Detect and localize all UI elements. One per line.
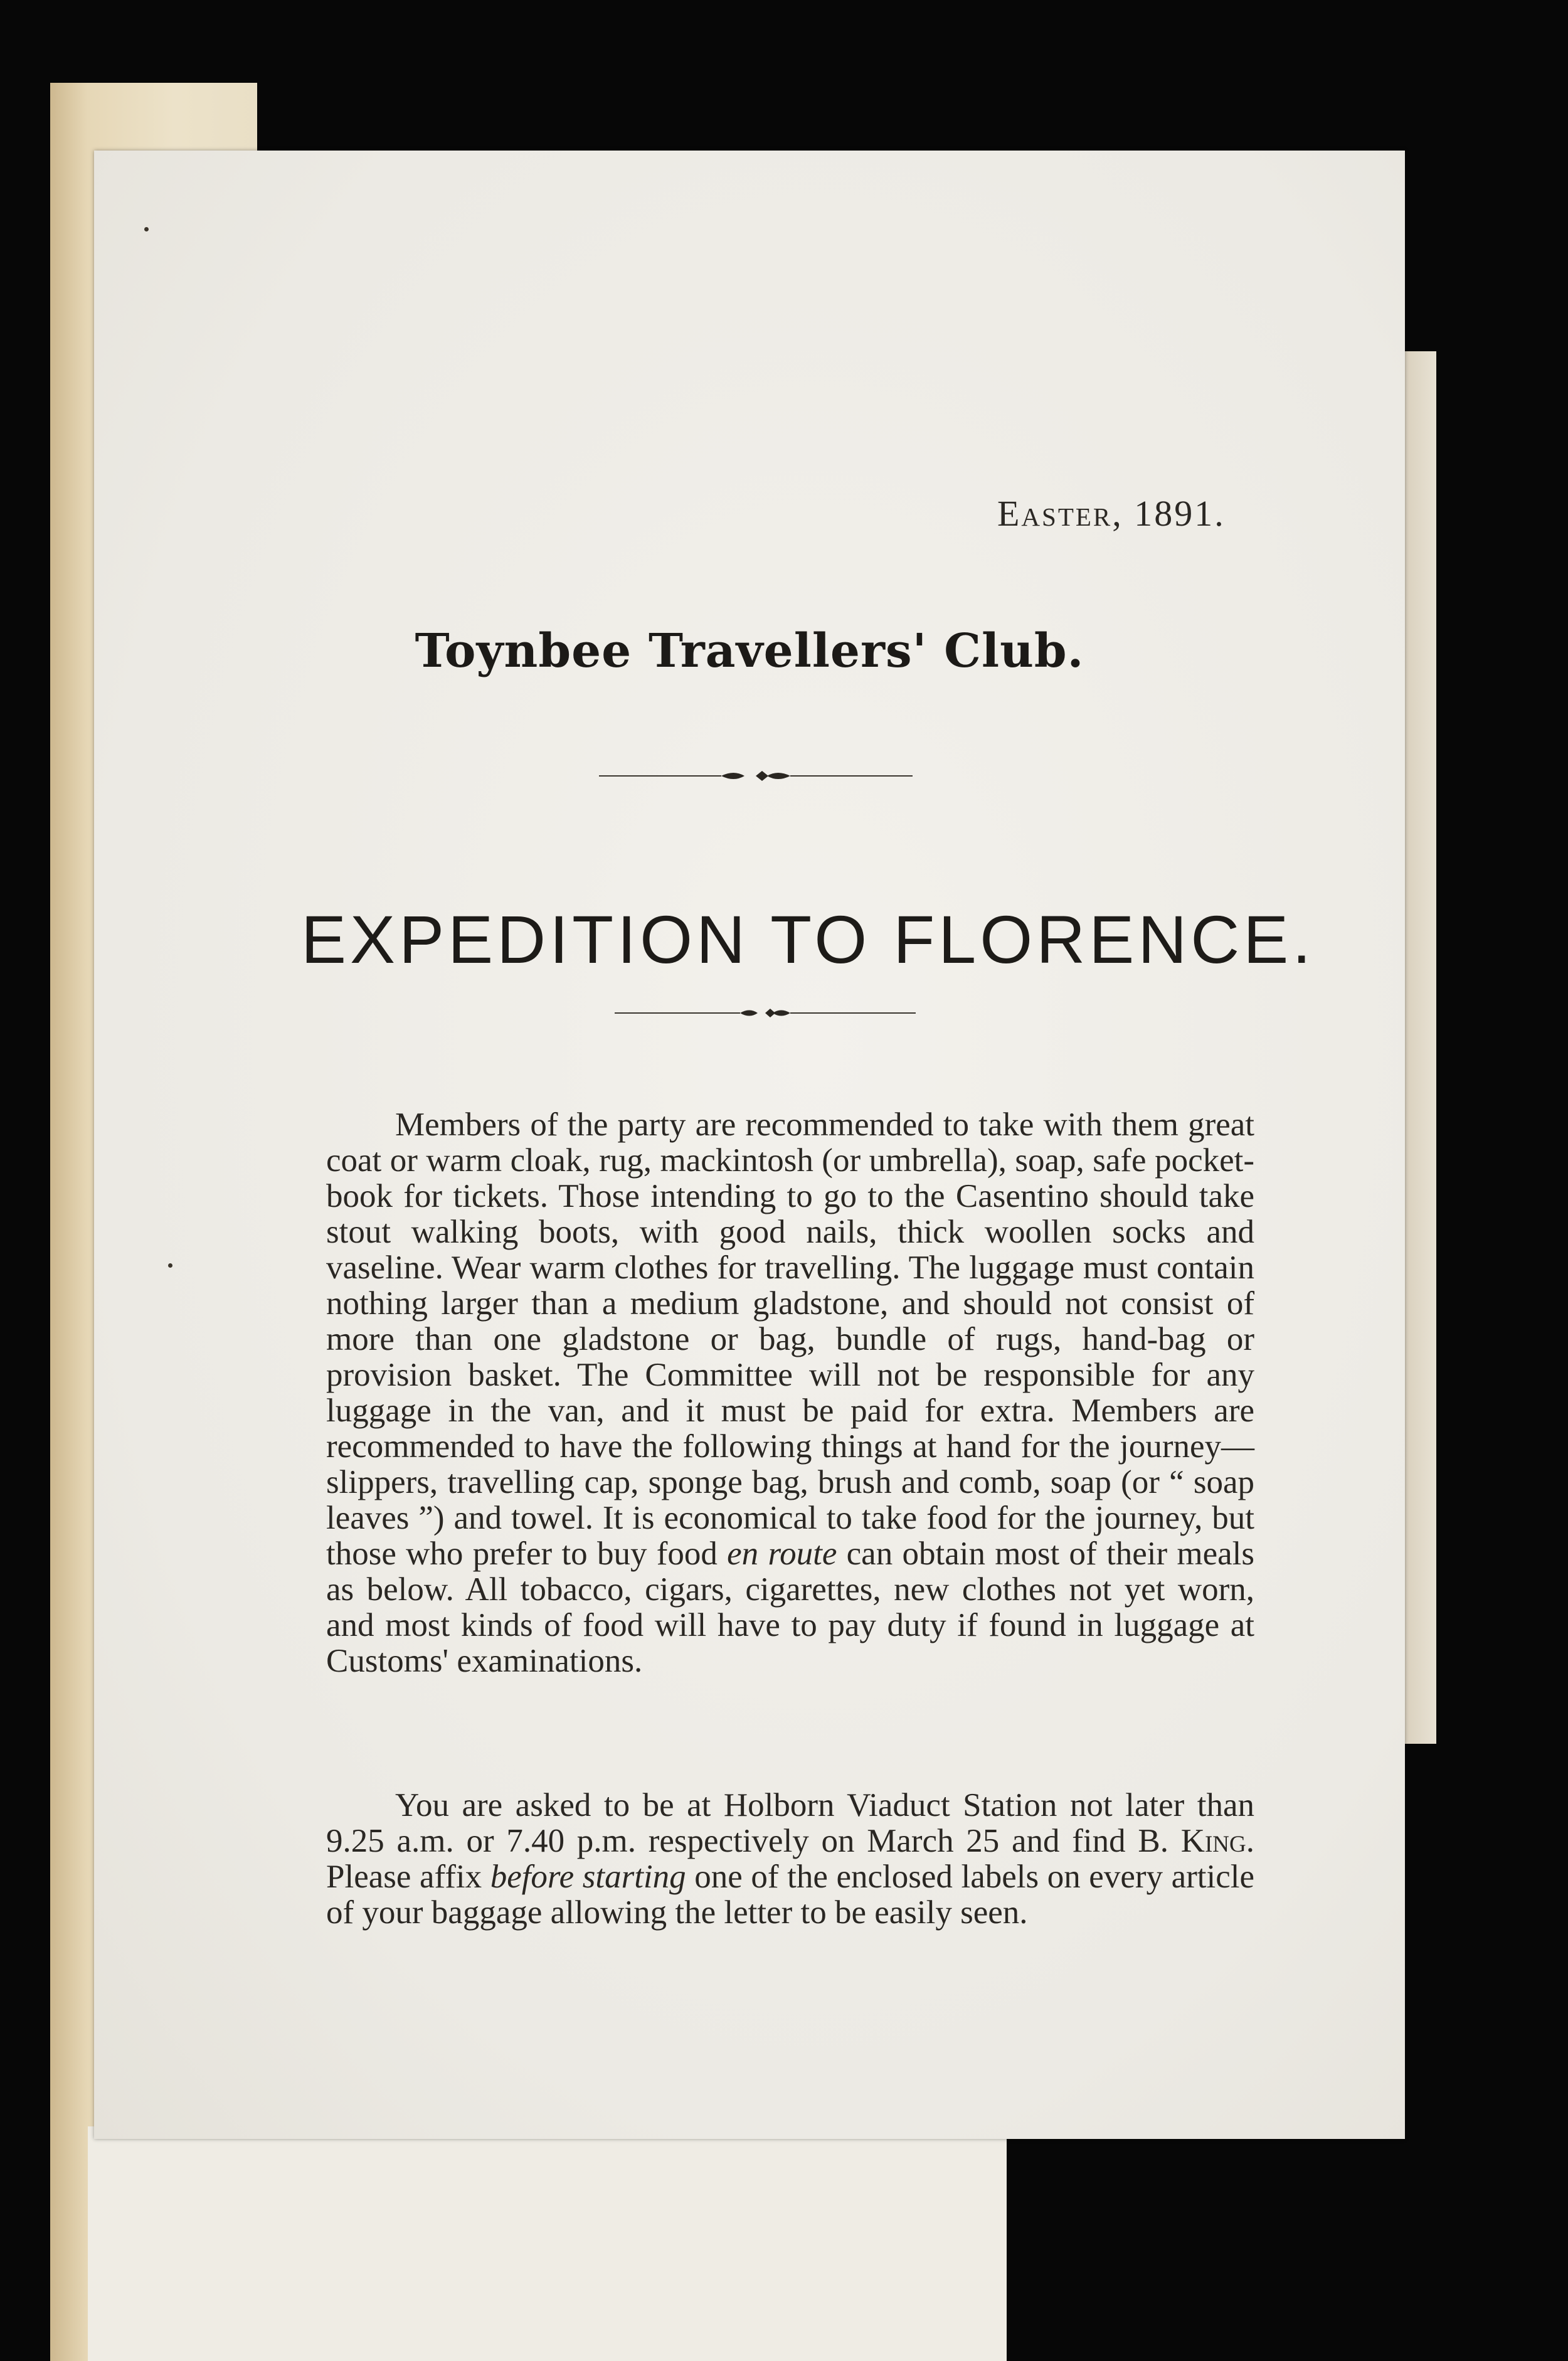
paragraph-2-end: one of the enclosed labels on every article of your baggage allowing the letter to be easily seen.: [326, 1859, 1255, 1931]
pamphlet-page: [94, 151, 1405, 2139]
paragraph-meeting-instructions: [326, 1788, 1254, 1931]
paragraph-1-end: can obtain most of their meals as below. All tobacco, cigars, cigarettes, new clothes not yet worn, and most kinds of food will have to pay duty if found in luggage at Customs' examinations.: [326, 1536, 1254, 1679]
paragraph-2-name: King: [1180, 1823, 1246, 1859]
paragraph-2-italic: before starting: [490, 1859, 686, 1895]
paragraph-2-text: You are asked to be at Holborn Viaduct Station not later than 9.25 a.m. or 7.40 p.m. respectively on March 25 and find B.: [326, 1787, 1254, 1859]
club-name: Toynbee Travellers' Club.: [415, 624, 1084, 678]
paragraph-2-mid: . Please affix: [326, 1823, 1254, 1895]
ornamental-rule-bottom: [615, 1004, 916, 1022]
document-title: EXPEDITION TO FLORENCE.: [301, 901, 1315, 977]
date-season: Easter: [997, 493, 1113, 534]
underlying-sheet: [88, 2126, 1007, 2361]
ornamental-rule-top: [599, 767, 913, 785]
paragraph-1-italic: en route: [727, 1536, 837, 1572]
date-year: 1891.: [1134, 493, 1226, 534]
margin-speck: [168, 1263, 172, 1268]
margin-speck: [144, 227, 149, 231]
back-page-right-edge: [1405, 351, 1436, 1744]
date-line: Easter, 1891.: [997, 493, 1226, 534]
paragraph-1-text: Members of the party are recommended to take with them great coat or warm cloak, rug, mackintosh (or umbrella), soap, safe pocket-book for tickets. Those intending to go to the Casentino should take stout walking boots, with good nails, thick woollen socks and vaseline. Wear warm clothes for travelling. The luggage must contain nothing larger than a medium gladstone, and should not consist of more than one gladstone or bag, bundle of rugs, hand-bag or provision basket. The Committee will not be responsible for any luggage in the van, and it must be paid for extra. Members are recommended to have the following things at hand for the journey—slippers, travelling cap, sponge bag, brush and comb, soap (or “ soap leaves ”) and towel. It is economical to take food for the journey, but those who prefer to buy food: [326, 1106, 1254, 1572]
paragraph-luggage-advice: [326, 1107, 1254, 1679]
